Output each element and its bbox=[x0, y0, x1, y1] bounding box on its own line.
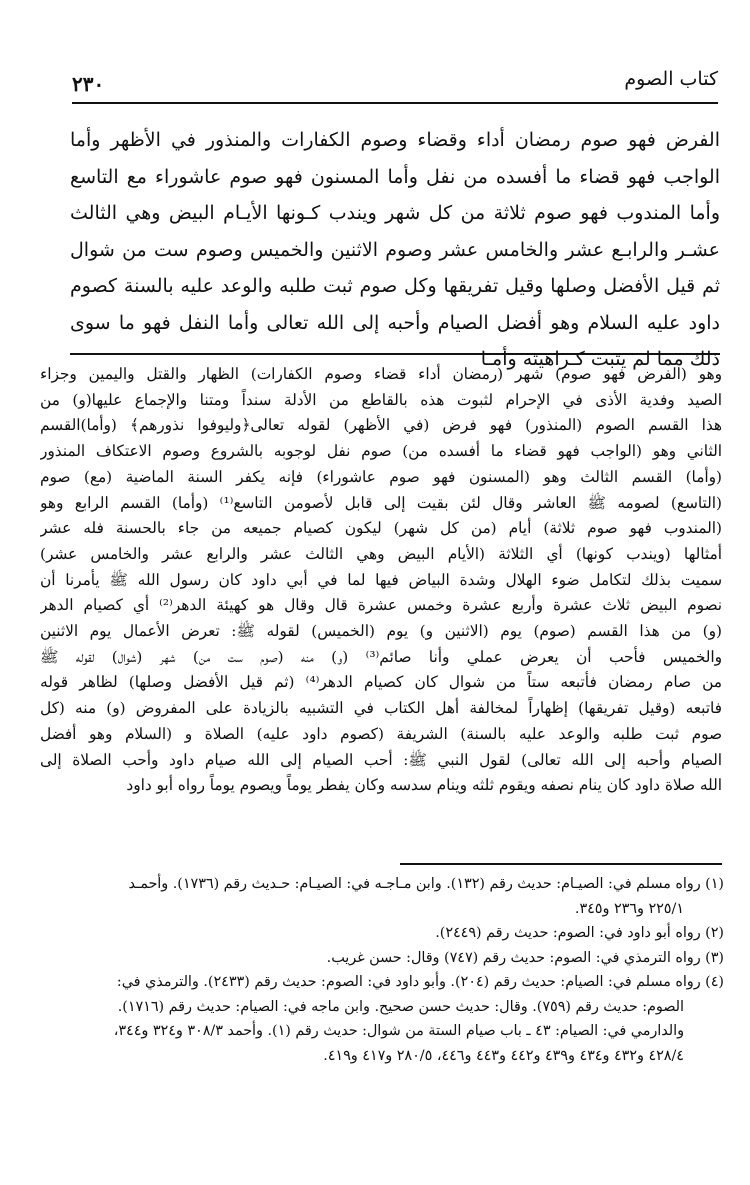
commentary-line: نصوم البيض ثلاث عشرة وأربع عشرة وخمس عشرة قال وقال هو كهيئة الدهر⁽²⁾ أي كصيام الدهر bbox=[40, 596, 722, 615]
footnote-mark: (٢) bbox=[705, 925, 724, 941]
commentary-line: فاتبعه (وقيل تفريقها) إظهاراً لمخالفة أهل الكتاب في التشبيه بالزيادة على المفروض (و) منه (كل bbox=[40, 699, 722, 718]
commentary-line: صوم ثبت طلبه والوعد عليه بالسنة) الشريفة (كصوم داود عليه) الصلاة و (السلام وهو أفضل bbox=[40, 724, 722, 743]
footnote-mark: (١) bbox=[705, 876, 724, 892]
footnote-line bbox=[40, 995, 724, 1020]
footnote-line bbox=[40, 1044, 724, 1069]
main-text-block bbox=[70, 122, 720, 378]
footnote-line bbox=[40, 897, 724, 922]
commentary-line: الصيام وأحبه إلى الله تعالى) لقول النبي ﷺ: أحب الصيام إلى الله صيام داود وأحب الصلاة إلى bbox=[40, 750, 722, 769]
commentary-line: الثاني وهو (الواجب فهو قضاء ما أفسده من) صوم نفل لوجوبه بالشروع وصوم الاعتكاف المنذور bbox=[40, 442, 722, 461]
footnote-text: رواه الترمذي في: الصوم: حديث رقم (٧٤٧) وقال: حسن غريب. bbox=[326, 949, 701, 966]
footnote-line bbox=[40, 970, 724, 995]
footnote-line bbox=[40, 1019, 724, 1044]
commentary-line: والخميس فأحب أن يعرض عملي وأنا صائم⁽³⁾ (و) منه (صوم ست من) شهر (شوال) لقوله ﷺ bbox=[40, 647, 722, 666]
commentary-line: الله صلاة داود كان ينام نصفه ويقوم ثلثه وينام سدسه وكان يفطر يوماً ويصوم يوماً رواه أبو داود bbox=[126, 776, 722, 795]
footnote-text: والدارمي في: الصيام: ٤٣ ـ باب صيام الستة من شوال: حديث رقم (١). وأحمد ٣٠٨/٣ و٣٢٤ و٣٤٤، bbox=[113, 1023, 684, 1039]
footnote-line bbox=[40, 921, 724, 946]
commentary-line: وهو (الفرض فهو صوم) شهر (رمضان أداء قضاء وصوم الكفارات) الظهار والقتل واليمين وجزاء bbox=[40, 365, 722, 383]
footnote-text: رواه أبو داود في: الصوم: حديث رقم (٢٤٤٩). bbox=[435, 925, 701, 941]
footnote-text: رواه مسلم في: الصيام: حديث رقم (٢٠٤). وأبو داود في: الصوم: حديث رقم (٢٤٣٣). والترمذي في: bbox=[116, 974, 701, 990]
commentary-line: هذا القسم الصوم (المنذور) فهو فرض (في الأظهر) لقوله تعالى﴿وليوفوا نذورهم﴾ (وأما)القسم bbox=[40, 416, 722, 435]
section-divider bbox=[70, 353, 720, 355]
page-header bbox=[72, 62, 718, 104]
footnote-line bbox=[40, 872, 724, 897]
commentary-line: (و) من هذا القسم (صوم) يوم (الاثنين و) يوم (الخميس) لقوله ﷺ: تعرض الأعمال يوم الاثنين bbox=[40, 622, 722, 641]
page-number: ٢٣٠ bbox=[72, 72, 105, 96]
commentary-line: (التاسع) لصومه ﷺ العاشر وقال لئن بقيت إلى قابل لأصومن التاسع⁽¹⁾ (وأما) القسم الرابع وهو bbox=[40, 493, 722, 512]
commentary-line: سميت بذلك لتكامل ضوء الهلال وشدة البياض فيها لما في أبي داود كان رسول الله ﷺ يأمرنا أن bbox=[40, 570, 722, 589]
footnote-text: رواه مسلم في: الصيـام: حديث رقم (١٣٢). وابن مـاجـه في: الصيـام: حـديث رقم (١٧٣٦). وأحمـد bbox=[128, 876, 701, 892]
footnote-divider bbox=[400, 863, 722, 865]
commentary-block bbox=[40, 362, 722, 799]
commentary-line: (وأما) القسم الثالث وهو (المسنون فهو صوم عاشوراء) فإنه يكفر السنة الماضية (مع) صوم bbox=[40, 467, 722, 486]
commentary-line: (المندوب فهو صوم ثلاثة) أيام (من كل شهر) ليكون كصيام جميعه من جاء بالحسنة فله عشر bbox=[40, 519, 722, 538]
footnote-text: الصوم: حديث رقم (٧٥٩). وقال: حديث حسن صحيح. وابن ماجه في: الصيام: حديث رقم (١٧١٦). bbox=[117, 998, 684, 1015]
footnote-mark: (٤) bbox=[705, 974, 724, 990]
commentary-line: أمثالها (ويندب كونها) أي الثلاثة (الأيام البيض وهي الثالث عشر والرابع عشر والخامس عشر) bbox=[40, 544, 722, 563]
main-text: الفرض فهو صوم رمضان أداء وقضاء وصوم الكفارات والمنذور في الأظهر وأما الواجب فهو قضاء ما أفسده من نفل وأما المسنون فهو صوم عاشوراء مع التاسع وأما المندوب فهو صوم ثلاثة من كل شهر ويندب كـونها الأيـام البيض وهي الثالث عشـر والرابـع عشر والخامس عشر وصوم الاثنين والخميس وصوم ست من شوال ثم قيل الأفضل وصلها وقيل تفريقها وكل صوم ثبت طلبه والوعد عليه بالسنة كصوم داود عليه السلام وهو أفضل الصيام وأحبه إلى الله تعالى وأما النفل فهو ما سوى ذلك مما لم يثبت كـراهيته وأمـا bbox=[70, 129, 720, 370]
footnote-text: ٢٢٥/١ و٢٣٦ و٣٤٥. bbox=[574, 900, 684, 917]
chapter-title: كتاب الصوم bbox=[624, 68, 718, 90]
footnote-mark: (٣) bbox=[705, 949, 724, 966]
footnote-line bbox=[40, 946, 724, 971]
commentary-line: الصيد وفدية الأذى في الإحرام لثبوت هذه بالقاطع من الأدلة سنداً ومتنا والإجماع عليها(و) من bbox=[40, 390, 722, 409]
footnotes-block bbox=[40, 872, 724, 1068]
commentary-line: من صام رمضان فأتبعه ستاً من شوال كان كصيام الدهر⁽⁴⁾ (ثم قيل الأفضل وصلها) لظاهر قوله bbox=[40, 673, 722, 692]
footnote-text: ٤٢٨/٤ و٤٣٢ و٤٣٤ و٤٣٩ و٤٤٢ و٤٤٣ و٤٤٦، ٢٨٠/٥ و٤١٧ و٤١٩. bbox=[323, 1047, 684, 1064]
